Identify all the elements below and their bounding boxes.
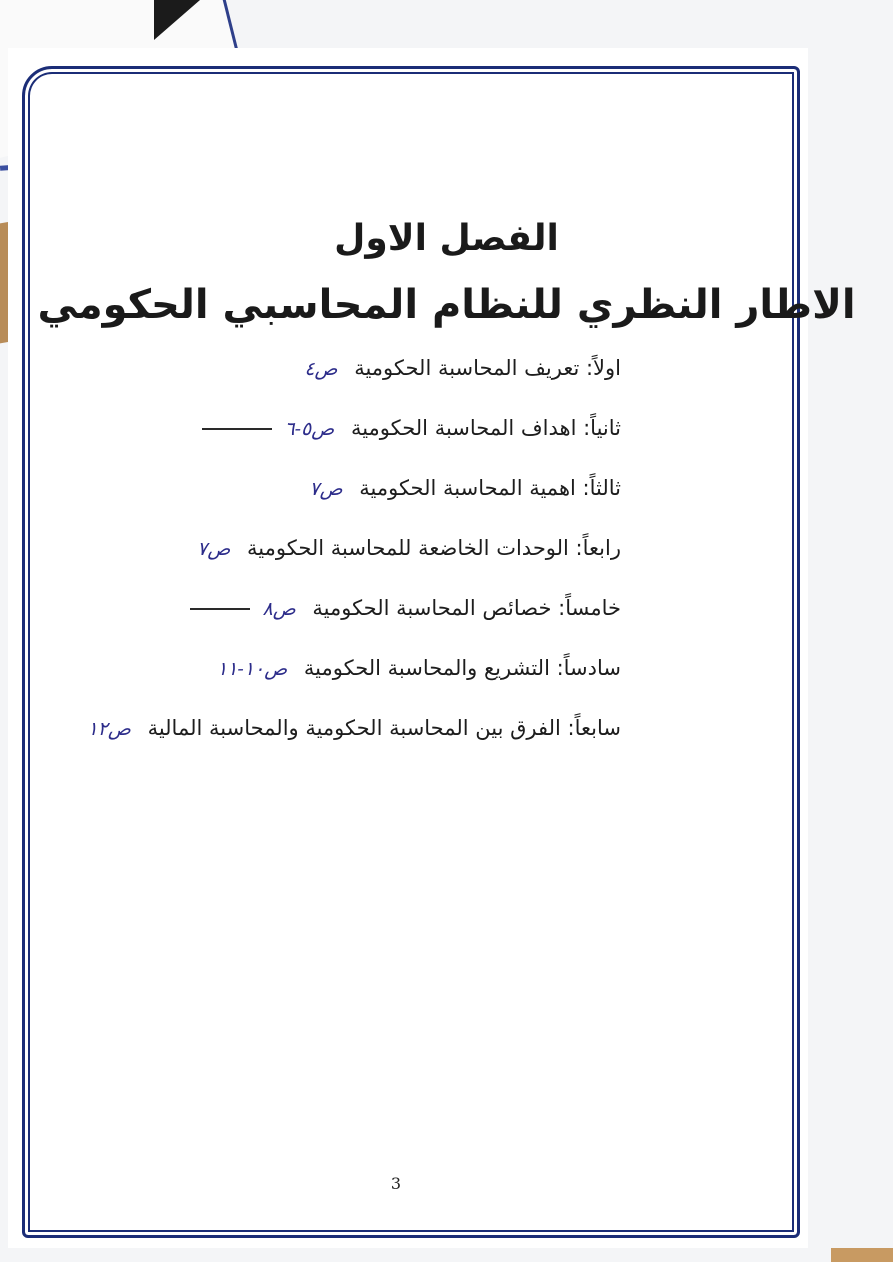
handwritten-underline — [190, 608, 250, 610]
toc-item-page-ref: ص٤ — [304, 358, 338, 380]
handwritten-underline — [202, 428, 272, 430]
chapter-title: الفصل الاول — [334, 218, 559, 259]
toc-item-5 — [101, 582, 621, 642]
toc-item-6 — [101, 642, 621, 702]
toc-item-label: اولاً: تعريف المحاسبة الحكومية — [354, 356, 621, 380]
toc-item-page-ref: ص٧ — [197, 538, 231, 560]
table-of-contents — [87, 342, 621, 762]
toc-item-2 — [101, 402, 621, 462]
toc-item-label: سابعاً: الفرق بين المحاسبة الحكومية والمحاسبة المالية — [147, 716, 621, 740]
chapter-subtitle: الاطار النظري للنظام المحاسبي الحكومي — [37, 282, 856, 328]
toc-item-label: رابعاً: الوحدات الخاضعة للمحاسبة الحكومية — [247, 536, 621, 560]
toc-item-label: ثالثاً: اهمية المحاسبة الحكومية — [359, 476, 621, 500]
toc-item-1 — [101, 342, 621, 402]
toc-item-4 — [101, 522, 621, 582]
page-number: 3 — [390, 1174, 402, 1193]
toc-item-label: سادساً: التشريع والمحاسبة الحكومية — [303, 656, 621, 680]
toc-item-page-ref: ص٧ — [309, 478, 343, 500]
background-corner — [154, 0, 200, 40]
toc-item-label: ثانياً: اهداف المحاسبة الحكومية — [350, 416, 621, 440]
toc-item-page-ref: ص٥-٦ — [284, 418, 335, 440]
background-binding-bottom — [831, 1248, 893, 1262]
toc-item-3 — [101, 462, 621, 522]
toc-item-page-ref: ص١٢ — [87, 718, 131, 740]
toc-item-page-ref: ص١٠-١١ — [216, 658, 288, 680]
toc-item-page-ref: ص٨ — [262, 598, 296, 620]
toc-item-label: خامساً: خصائص المحاسبة الحكومية — [312, 596, 621, 620]
toc-item-7 — [87, 702, 621, 762]
